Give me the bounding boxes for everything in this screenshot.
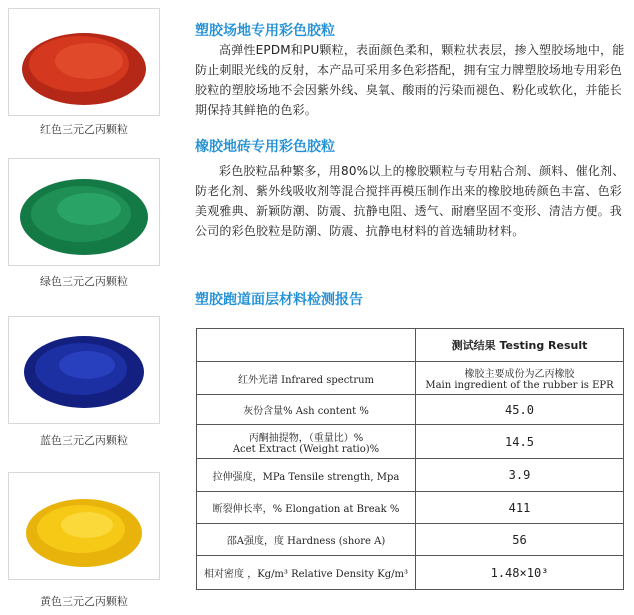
blue-granules-image [8, 316, 160, 424]
table-cell-item: 相对密度 ，Kg/m³ Relative Density Kg/m³ [197, 556, 416, 590]
table-cell-result [416, 362, 624, 395]
section-title-test-report: 塑胶跑道面层材料检测报告 [195, 292, 363, 308]
swatch-caption-red: 红色三元乙丙颗粒 [40, 123, 128, 136]
table-cell-item: 断裂伸长率，% Elongation at Break % [197, 492, 416, 524]
green-granule-pile [9, 159, 159, 265]
red-granule-pile [9, 9, 159, 115]
table-header-row [197, 329, 624, 362]
table-cell-result: 45.0 [416, 395, 624, 425]
table-cell-result: 3.9 [416, 459, 624, 492]
table-cell-item: 灰份含量% Ash content % [197, 395, 416, 425]
table-cell-item-line: 丙酮抽提物，（重量比）% [248, 432, 364, 444]
table-cell-result-line: Main ingredient of the rubber is EPR [425, 380, 614, 391]
swatch-caption-yellow: 黄色三元乙丙颗粒 [40, 595, 128, 608]
table-cell-item: 邵A强度，度 Hardness (shore A) [197, 524, 416, 556]
blue-granule-pile [9, 317, 159, 423]
table-cell-item: 红外光谱 Infrared spectrum [197, 362, 416, 395]
table-header-result: 测试结果 Testing Result [416, 329, 624, 362]
test-report-table [196, 328, 624, 590]
table-cell-result: 411 [416, 492, 624, 524]
swatch-caption-blue: 蓝色三元乙丙颗粒 [40, 434, 128, 447]
section-title-plastic-field: 塑胶场地专用彩色胶粒 [195, 23, 335, 39]
table-cell-result: 56 [416, 524, 624, 556]
table-cell-item [197, 425, 416, 459]
table-row [197, 524, 624, 556]
section-body-plastic-field: 高弹性EPDM和PU颗粒，表面颜色柔和，颗粒状表层，掺入塑胶场地中，能防止刺眼光线的反射，本产品可采用多色彩搭配，拥有宝力牌塑胶场地专用彩色胶粒的塑胶场地不会因紫外线、臭氧、酸雨的污染而褪色、粉化或软化，并能长期保持其鲜艳的色彩。 [195, 43, 625, 117]
section-body-rubber-tile: 彩色胶粒品种繁多，用80%以上的橡胶颗粒与专用粘合剂、颜料、催化剂、防老化剂、紫外线吸收剂等混合搅拌再模压制作出来的橡胶地砖颜色丰富、色彩美观雅典、新颖防潮、防震、抗静电阻、透气、耐磨坚固不变形、清洁方便。我公司的彩色胶粒是防潮、防震、抗静电材料的首选辅助材料。 [195, 164, 625, 238]
yellow-granules-image [8, 472, 160, 580]
table-cell-item-line: Acet Extract (Weight ratio)% [232, 443, 380, 455]
table-cell-result: 14.5 [416, 425, 624, 459]
table-header-empty-cell [197, 329, 416, 362]
yellow-granule-pile [9, 473, 159, 579]
table-row [197, 459, 624, 492]
table-row [197, 395, 624, 425]
table-row [197, 425, 624, 459]
swatch-caption-green: 绿色三元乙丙颗粒 [40, 275, 128, 288]
table-cell-result: 1.48×10³ [416, 556, 624, 590]
table-cell-result-line: 橡胶主要成份为乙丙橡胶 [464, 369, 575, 380]
red-granules-image [8, 8, 160, 116]
table-row [197, 362, 624, 395]
section-title-rubber-tile: 橡胶地砖专用彩色胶粒 [195, 139, 335, 155]
table-row [197, 556, 624, 590]
table-row [197, 492, 624, 524]
green-granules-image [8, 158, 160, 266]
table-cell-item: 拉伸强度，MPa Tensile strength, Mpa [197, 459, 416, 492]
